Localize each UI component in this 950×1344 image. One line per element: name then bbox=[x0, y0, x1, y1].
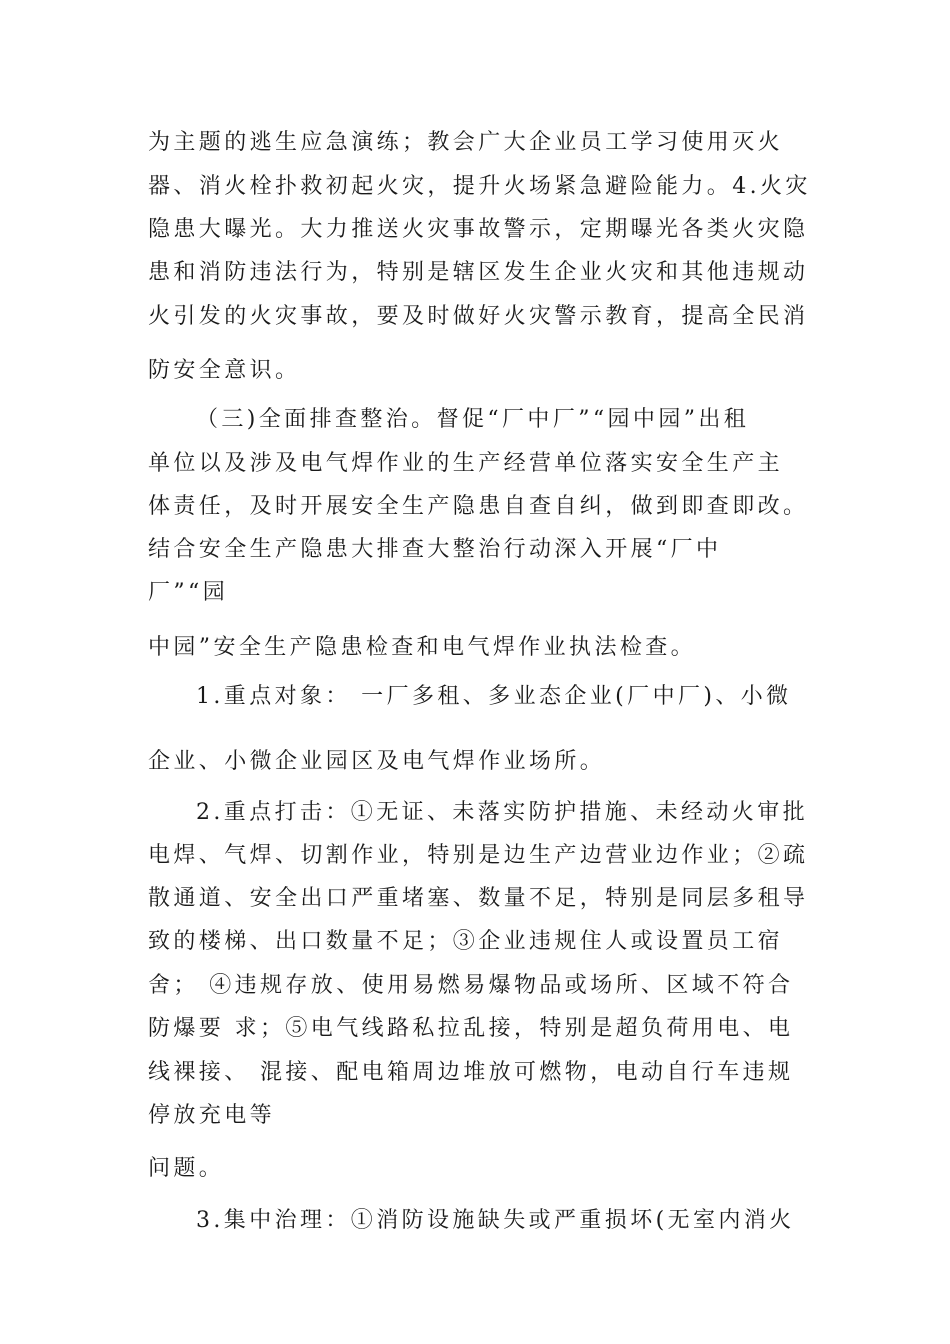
text-line: 隐患大曝光。大力推送火灾事故警示，定期曝光各类火灾隐 bbox=[148, 217, 809, 242]
section-heading-line: （三)全面排查整治。督促“厂中厂”“园中园”出租 bbox=[196, 407, 750, 432]
text-line: 为主题的逃生应急演练；教会广大企业员工学习使用灭火 bbox=[148, 130, 784, 155]
text-line: 中园”安全生产隐患检查和电气焊作业执法检查。 bbox=[148, 635, 697, 660]
text-line: 散通道、安全出口严重堵塞、数量不足，特别是同层多租导 bbox=[148, 886, 809, 911]
text-line: 舍； ④违规存放、使用易燃易爆物品或场所、区域不符合 bbox=[148, 973, 794, 998]
text-line: 电焊、气焊、切割作业，特别是边生产边营业边作业；②疏 bbox=[148, 843, 809, 868]
text-line: 体责任，及时开展安全生产隐患自查自纠，做到即查即改。 bbox=[148, 494, 809, 519]
text-line: 结合安全生产隐患大排查大整治行动深入开展“厂中 bbox=[148, 537, 722, 562]
text-line: 厂”“园 bbox=[148, 580, 229, 605]
text-line: 防安全意识。 bbox=[148, 358, 301, 383]
text-line: 器、消火栓扑救初起火灾，提升火场紧急避险能力。4.火灾 bbox=[148, 174, 811, 199]
text-line: 火引发的火灾事故，要及时做好火灾警示教育，提高全民消 bbox=[148, 304, 809, 329]
text-line: 停放充电等 bbox=[148, 1103, 276, 1128]
list-item-line: 1.重点对象： 一厂多租、多业态企业(厂中厂)、小微 bbox=[196, 684, 792, 709]
text-line: 致的楼梯、出口数量不足；③企业违规住人或设置员工宿 bbox=[148, 929, 784, 954]
text-line: 企业、小微企业园区及电气焊作业场所。 bbox=[148, 749, 606, 774]
text-line: 线裸接、 混接、配电箱周边堆放可燃物，电动自行车违规 bbox=[148, 1060, 794, 1085]
list-item-line: 3.集中治理：①消防设施缺失或严重损坏(无室内消火 bbox=[196, 1208, 795, 1233]
text-line: 问题。 bbox=[148, 1156, 225, 1181]
text-line: 单位以及涉及电气焊作业的生产经营单位落实安全生产主 bbox=[148, 451, 784, 476]
text-line: 患和消防违法行为，特别是辖区发生企业火灾和其他违规动 bbox=[148, 260, 809, 285]
list-item-line: 2.重点打击：①无证、未落实防护措施、未经动火审批 bbox=[196, 800, 808, 825]
text-line: 防爆要 求；⑤电气线路私拉乱接，特别是超负荷用电、电 bbox=[148, 1016, 794, 1041]
